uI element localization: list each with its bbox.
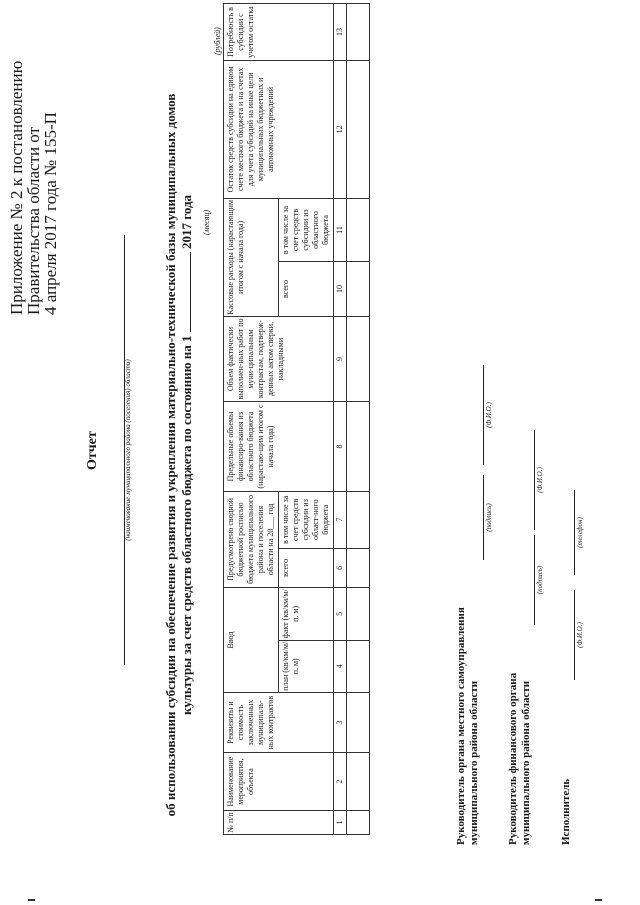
col-num-6: 6 [334, 548, 347, 587]
col-num-3: 3 [334, 693, 347, 753]
fio-field-2 [533, 430, 535, 530]
signature-local-head-line-1: Руководитель органа местного самоуправления [455, 607, 467, 845]
table-header-row-1 [224, 4, 279, 835]
signature-local-head [455, 607, 481, 845]
signature-field-1 [482, 475, 484, 560]
empty-cell [347, 810, 370, 834]
fio-caption-2: (Ф.И.О.) [536, 467, 544, 493]
empty-cell [347, 60, 370, 198]
header-subsidy-balance: Остаток средств субсидии на едином счете местного бюджета и на счетах для учета субсидий на иные цели муниципальных бюджетных и автономных учреждений [224, 60, 334, 198]
month-blank [180, 252, 191, 332]
report-subject [163, 35, 195, 875]
header-contracts: Реквизиты и стоимость заключенных муниципаль-ных контрактов [224, 693, 334, 753]
header-planned-budget: Предусмотрено сводной бюджетной росписью бюджета муниципального района и поселения области на 20___ год [224, 491, 279, 587]
empty-cell [347, 402, 370, 492]
table-empty-row [347, 4, 370, 835]
subject-year: 2017 года [179, 194, 194, 249]
executor-phone-caption: (телефон) [576, 517, 584, 548]
executor-phone-field [573, 490, 575, 575]
col-num-7: 7 [334, 491, 347, 548]
organization-caption: (наименование муниципального района (поселения) области) [124, 359, 132, 541]
executor-label: Исполнитель [560, 778, 572, 845]
column-number-row [334, 4, 347, 835]
empty-cell [347, 588, 370, 640]
header-funding-limits: Предельные объемы финансиро-вания из областного бюджета (нарастаю-щим итогом с начала года) [224, 402, 334, 492]
appendix-line-1: Приложение № 2 к постановлению [7, 60, 26, 315]
empty-cell [347, 262, 370, 317]
col-num-2: 2 [334, 753, 347, 811]
header-planned-subsidy: в том числе за счет средств субсидии из област-ного бюджета [279, 491, 334, 548]
header-subsidy-need: Потребность в субсидии с учетом остатка [224, 4, 334, 61]
signature-local-head-line-2: муниципального района области [468, 680, 480, 845]
empty-cell [347, 753, 370, 811]
document-title: Отчет [85, 431, 100, 470]
col-num-8: 8 [334, 402, 347, 492]
signature-caption-2: (подпись) [536, 565, 544, 595]
scan-mark [595, 899, 602, 901]
fio-caption-1: (Ф.И.О.) [485, 402, 493, 428]
empty-cell [347, 198, 370, 261]
empty-cell [347, 640, 370, 692]
currency-note: (рублей) [213, 27, 222, 55]
signature-finance-head [507, 673, 533, 845]
appendix-line-3: 4 апреля 2017 года № 155-П [41, 112, 60, 315]
col-num-9: 9 [334, 316, 347, 401]
header-number: № п/п [224, 810, 334, 834]
header-cash-expenses: Кассовые расходы (нарастающим итогом с начала года) [224, 198, 279, 316]
executor-fio-caption: (Ф.И.О.) [576, 622, 584, 648]
subject-line-2 [179, 35, 195, 875]
col-num-4: 4 [334, 640, 347, 692]
subject-line-2-text: культуры за счет средств областного бюджета по состоянию на 1 [179, 335, 194, 716]
empty-cell [347, 693, 370, 753]
col-num-12: 12 [334, 60, 347, 198]
signature-caption-1: (подпись) [485, 503, 493, 532]
empty-cell [347, 316, 370, 401]
header-actual-work: Объем фактически выполнен-ных работ по муни-ципальным контрактам, подтверж-денных актом сверки, накладными [224, 316, 334, 401]
header-planned-total: всего [279, 548, 334, 587]
col-num-11: 11 [334, 198, 347, 261]
col-num-10: 10 [334, 262, 347, 317]
signature-field-2 [533, 535, 535, 625]
fio-field-1 [482, 365, 484, 465]
header-event-name: Наименование мероприятия, объекта [224, 753, 334, 811]
header-cash-subsidy: в том числе за счет средств субсидии из областного бюджета [279, 198, 334, 261]
executor-fio-field [573, 590, 575, 680]
appendix-block [8, 15, 59, 315]
signature-finance-head-line-2: муниципального района области [520, 680, 532, 845]
header-cash-total: всего [279, 262, 334, 317]
header-commissioning: Ввод [224, 588, 279, 693]
empty-cell [347, 491, 370, 548]
header-plan: план (кв/км/м/п. м) [279, 640, 334, 692]
empty-cell [347, 548, 370, 587]
subject-line-1: об использовании субсидии на обеспечение развития и укрепления материально-технической базы муниципальных домов [163, 93, 178, 817]
scan-mark [28, 899, 35, 901]
appendix-line-2: Правительства области от [24, 126, 43, 315]
empty-cell [347, 4, 370, 61]
header-fact: факт (кв/км/м/п. м) [279, 588, 334, 640]
col-num-5: 5 [334, 588, 347, 640]
col-num-1: 1 [334, 810, 347, 834]
col-num-13: 13 [334, 4, 347, 61]
signature-finance-head-line-1: Руководитель финансового органа [507, 672, 519, 845]
month-caption: (месяц) [202, 209, 211, 235]
report-table [223, 3, 370, 835]
